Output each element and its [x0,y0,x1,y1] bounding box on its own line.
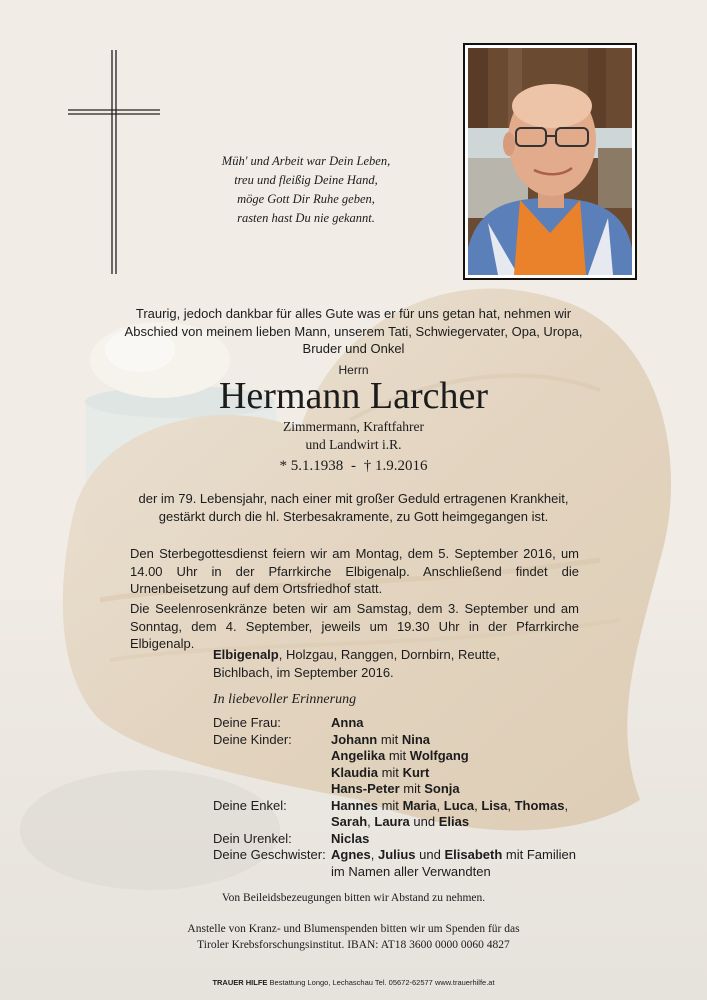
child-entry [331,732,613,749]
grandchild-name: Lisa [481,797,508,813]
family-row-grandchildren [213,798,613,831]
family-row-wife [213,715,613,732]
and-word: und [413,814,436,829]
family-row-greatgrandchild [213,831,613,848]
sibling-name: Elisabeth [444,847,503,862]
birth-date: * 5.1.1938 [279,458,344,474]
poem-line: rasten hast Du nie gekannt. [237,211,375,225]
grandchild-name: Sarah [331,814,368,829]
grandchild-name: Thomas [514,797,565,813]
siblings-label: Deine Geschwister: [213,847,326,862]
wife-label: Deine Frau: [213,715,281,730]
life-dates [0,458,707,475]
child-name: Angelika [331,748,386,763]
with-word: mit [381,764,399,780]
children-label: Deine Kinder: [213,731,292,747]
portrait-image [468,48,632,275]
greatgrandchild-name: Niclas [331,830,370,846]
place-main: Elbigenalp [213,647,279,662]
memory-heading: In liebevoller Erinnerung [213,692,357,707]
footer-text: Bestattung Longo, Lechaschau Tel. 05672-62577 www.trauerhilfe.at [269,978,495,987]
funeral-info: Den Sterbegottesdienst feiern wir am Montag, dem 5. September 2016, um 14.00 Uhr in der Pfarrkirche Elbigenalp. Anschließend findet die Urnenbeisetzung auf dem Ortsfriedhof statt. [130,546,579,596]
grandchildren-label: Deine Enkel: [213,797,287,813]
cross-icon [66,48,162,276]
with-word: mit [381,797,399,813]
place-rest: , Holzgau, Ranggen, Dornbirn, Reutte, [278,647,500,662]
sibling-name: Agnes [331,847,371,862]
place-line2: Bichlbach, im September 2016. [213,664,394,680]
child-name: Klaudia [331,764,378,780]
child-entry [331,781,613,798]
death-date: † 1.9.2016 [363,458,428,474]
memorial-poem [196,152,416,228]
family-row-siblings [213,847,613,880]
family-list [213,715,613,880]
funeral-home-footer [0,978,707,987]
child-name: Johann [331,731,378,747]
sibling-name: Julius [377,847,416,862]
spouse-name: Wolfgang [409,748,469,763]
spouse-name: Kurt [402,764,430,780]
with-word: mit [403,781,421,796]
greatgrandchild-label: Dein Urenkel: [213,830,292,846]
occupation-line: Zimmermann, Kraftfahrer [283,419,424,434]
donation-note [0,922,707,953]
grandchildren-line: Sarah, Laura und Elias [331,814,470,829]
with-word: mit [388,748,407,763]
child-entry [331,765,613,782]
grandchild-name: Maria [402,797,437,813]
occupation [0,418,707,454]
deceased-name: Hermann Larcher [218,375,488,417]
footer-brand: TRAUER HILFE [212,978,268,987]
grandchild-name: Luca [443,797,475,813]
poem-line: treu und fleißig Deine Hand, [234,173,378,187]
rosary-info: Die Seelenrosenkränze beten wir am Samstag, dem 3. September und am Sonntag, dem 4. September, jeweils um 19.30 Uhr in der Pfarrkirche Elbigenalp. [130,601,579,651]
donation-line: Anstelle von Kranz- und Blumenspenden bitten wir um Spenden für das [187,923,520,935]
siblings-suffix: mit Familien [505,847,576,862]
place-and-date [213,646,543,681]
salutation: Herrn [338,363,369,377]
relatives-line: im Namen aller Verwandten [331,863,491,879]
grandchild-name: Hannes [331,797,378,813]
occupation-line: und Landwirt i.R. [305,437,402,452]
intro-text: Traurig, jedoch dankbar für alles Gute was er für uns getan hat, nehmen wir Abschied von meinem lieben Mann, unserem Tati, Schwiegervater, Opa, Uropa, Bruder und Onkel [124,306,583,356]
child-name: Hans-Peter [331,781,400,796]
child-entry [331,748,613,765]
grandchildren-line: Hannes mit Maria, Luca, Lisa, Thomas, [331,797,569,813]
date-separator: - [351,458,356,474]
donation-line: Tiroler Krebsforschungsinstitut. IBAN: AT18 3600 0000 0060 4827 [197,938,510,951]
grandchild-name: Elias [438,814,470,829]
poem-line: Müh' und Arbeit war Dein Leben, [221,154,391,168]
and-word: und [419,847,441,862]
portrait-photo [463,43,637,280]
siblings-line: Agnes, Julius und Elisabeth mit Familien [331,847,576,862]
family-row-children [213,732,613,798]
grandchild-name: Laura [374,814,410,829]
with-word: mit [380,731,399,747]
spouse-name: Nina [401,731,430,747]
passing-text: der im 79. Lebensjahr, nach einer mit großer Geduld ertragenen Krankheit, gestärkt durch die hl. Sterbesakramente, zu Gott heimgegangen ist. [138,491,569,524]
spouse-name: Sonja [424,781,460,796]
condolence-note: Von Beileidsbezeugungen bitten wir Abstand zu nehmen. [221,892,486,904]
poem-line: möge Gott Dir Ruhe geben, [237,192,375,206]
wife-name: Anna [331,715,364,730]
